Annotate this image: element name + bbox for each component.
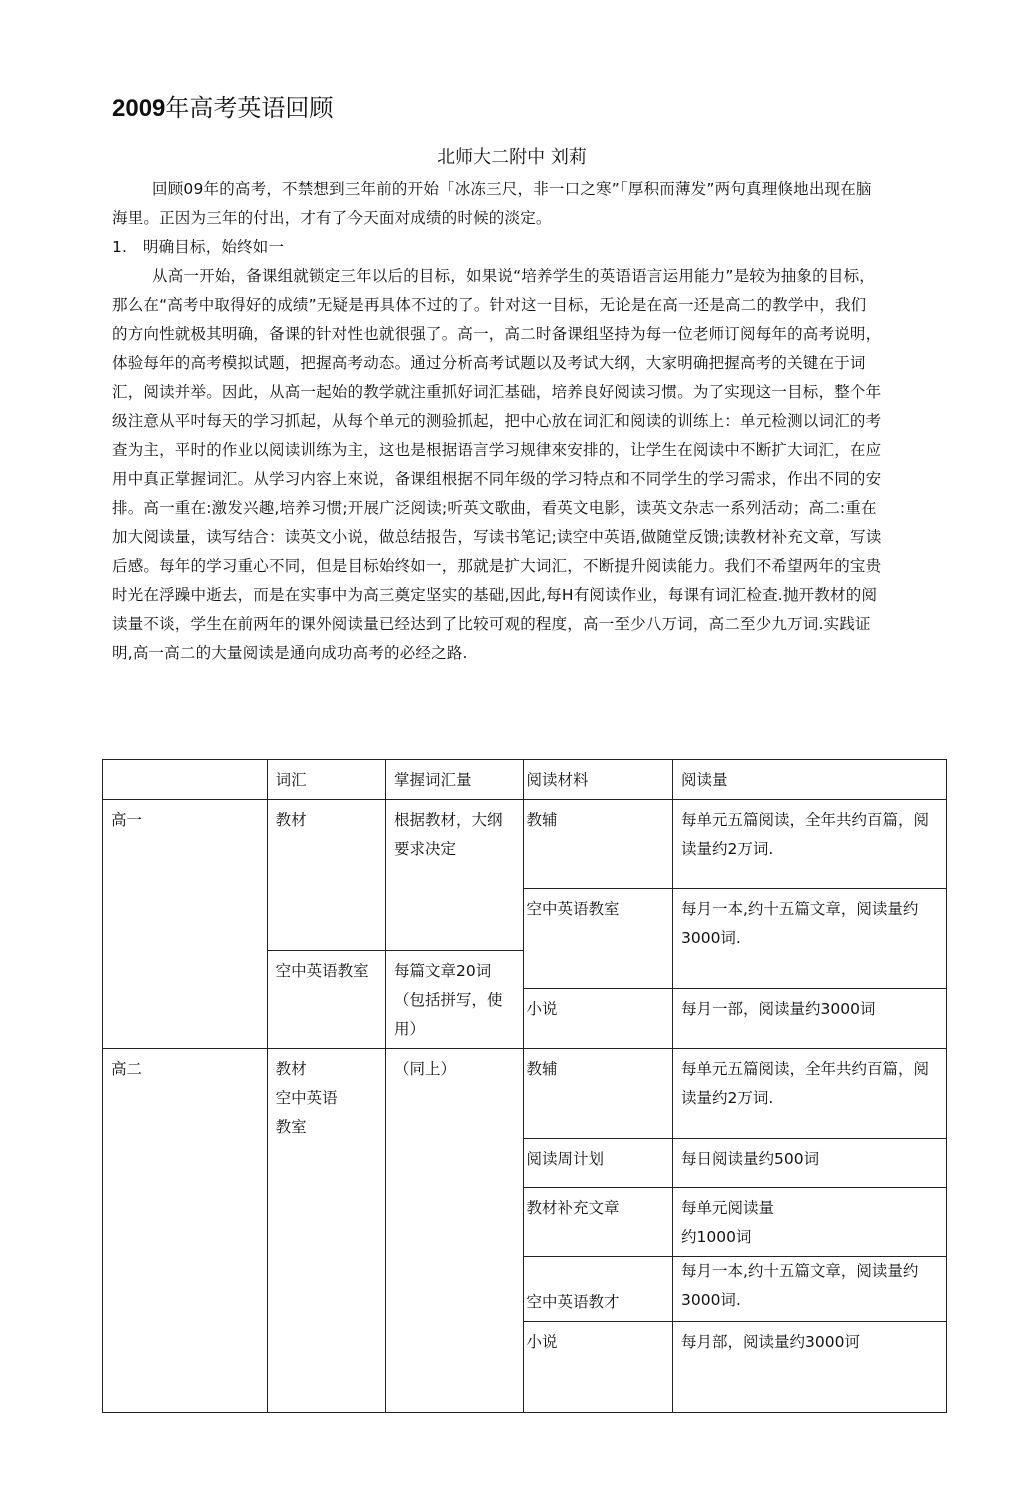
table-row [103,1049,947,1139]
table-header-row [103,760,947,800]
material-cell: 小说 [524,988,673,1048]
material-cell: 教辅 [524,1049,673,1139]
header-cell: 阅读材料 [524,760,673,800]
reading-cell: 每单元阅读量 约1000词 [672,1188,946,1257]
material-cell: 空中英语教才 [524,1257,673,1322]
material-cell: 空中英语教室 [524,889,673,989]
table-row [103,800,947,889]
reading-cell: 每单元五篇阅读，全年共约百篇，阅读量约2万词. [672,800,946,889]
material-cell: 阅读周计划 [524,1139,673,1188]
header-cell [103,760,268,800]
header-cell: 阅读量 [672,760,946,800]
amount-cell: 每篇文章20词（包括拼写，使用） [385,951,523,1049]
reading-cell: 每月一本,约十五篇文章，阅读量约3000词. [672,1257,946,1322]
title-year: 2009 [112,95,166,122]
reading-cell: 每月一本,约十五篇文章，阅读量约3000词. [672,889,946,989]
vocab-cell: 教材 [267,800,385,951]
header-cell: 掌握词汇量 [385,760,523,800]
header-cell: 词汇 [267,760,385,800]
material-cell: 小说 [524,1322,673,1413]
vocab-cell: 空中英语教室 [267,951,385,1049]
grade-cell: 高一 [103,800,268,1049]
article-body [112,175,882,668]
intro-paragraph: 回顾09年的高考，不禁想到三年前的开始「冰冻三尺，非一口之寒”「厚积而薄发”两句真理倏地出现在脑海里。正因为三年的付出，才有了今天面对成绩的时候的淡定。 [112,180,872,227]
reading-cell: 每月一部，阅读量约3000词 [672,988,946,1048]
reading-plan-table [102,759,947,1413]
document-title [112,92,333,125]
amount-cell: 根据教材，大纲要求决定 [385,800,523,951]
vocab-cell: 教材 空中英语 教室 [267,1049,385,1413]
reading-cell: 每日阅读量约500词 [672,1139,946,1188]
main-paragraph: 从高一开始，备课组就锁定三年以后的目标，如果说“培养学生的英语语言运用能力”是较为抽象的目标，那么在“高考中取得好的成绩”无疑是再具体不过的了。针对这一目标，无论是在高一还是高二的教学中，我们的方向性就极其明确，备课的针对性也就很强了。高一，高二时备课组坚持为每一位老师订阅每年的高考说明，体验每年的高考模拟试题，把握高考动态。通过分析高考试题以及考试大纲，大家明确把握高考的关键在于词汇，阅读并举。因此，从高一起始的教学就注重抓好词汇基础，培养良好阅读习惯。为了实现这一目标，整个年级注意从平吋每天的学习抓起，从每个单元的测验抓起，把中心放在词汇和阅读的训练上：单元检测以词汇的考查为主，平时的作业以阅读训练为主，这也是根据语言学习规律來安排的，让学生在阅读中不断扩大词汇，在应用中真正掌握词汇。从学习内容上來说，备课组根据不同年级的学习特点和不同学生的学习需求，作出不同的安排。高一重在:激发兴趣,培养习惯;开展广泛阅读;听英文歌曲，看英文电影，读英文杂志一系列活动；高二:重在加大阅读量，读写结合：读英文小说，做总结报告，写读书笔记;读空中英语,做随堂反馈;读教材补充文章，写读后感。每年的学习重心不同，但是目标始终如一，那就是扩大词汇，不断提升阅读能力。我们不希望两年的宝贵时光在浮躁中逝去，而是在实事中为高三奠定坚实的基础,因此,每H有阅读作业，每课有词汇检查.抛开教材的阅读量不谈，学生在前两年的课外阅读量已经达到了比较可观的程度，高一至少八万词，高二至少九万词.实践证明,高一高二的大量阅读是通向成功高考的必经之路. [112,267,882,662]
section-heading: 1. 明确目标，始终如一 [112,238,285,256]
material-cell: 教辅 [524,800,673,889]
author-line: 北师大二附中 刘莉 [437,147,587,168]
material-cell: 教材补充文章 [524,1188,673,1257]
reading-cell: 每月部，阅读量约3000诃 [672,1322,946,1413]
reading-cell: 每单元五篇阅读，全年共约百篇，阅读量约2万词. [672,1049,946,1139]
title-text: 年高考英语回顾 [165,94,334,122]
grade-cell: 高二 [103,1049,268,1413]
amount-cell: （同上） [385,1049,523,1413]
